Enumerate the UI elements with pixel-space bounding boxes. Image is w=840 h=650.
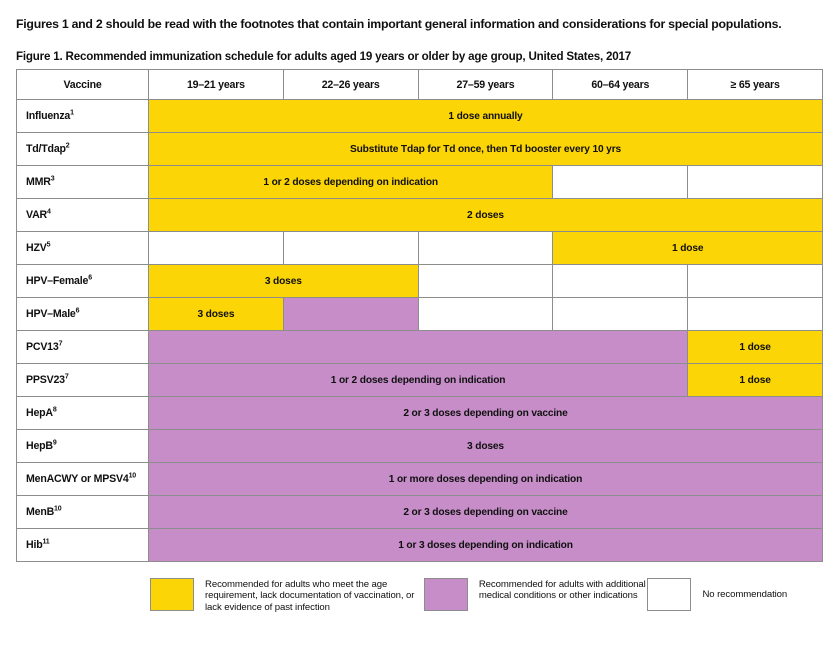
vaccine-label: HepA [26, 407, 53, 419]
vaccine-label: Influenza [26, 110, 71, 122]
column-header-age-group-2: 22–26 years [283, 70, 418, 100]
schedule-cell: Substitute Tdap for Td once, then Td booster every 10 yrs [149, 133, 823, 166]
vaccine-name-cell [17, 430, 149, 463]
legend-swatch-yellow [150, 578, 194, 611]
schedule-cell [688, 298, 823, 331]
legend-swatch-white [647, 578, 691, 611]
table-row [17, 133, 823, 166]
schedule-cell [283, 232, 418, 265]
schedule-cell: 1 dose [688, 364, 823, 397]
schedule-cell [283, 298, 418, 331]
table-body [17, 100, 823, 562]
table-header-row [17, 70, 823, 100]
legend-swatch-purple [424, 578, 468, 611]
schedule-cell [688, 265, 823, 298]
vaccine-label: Hib [26, 539, 43, 551]
schedule-cell [553, 298, 688, 331]
vaccine-name-cell [17, 133, 149, 166]
vaccine-name-cell [17, 100, 149, 133]
footnote-marker: 5 [46, 241, 51, 249]
footnote-marker: 9 [52, 439, 57, 447]
schedule-cell: 1 or more doses depending on indication [149, 463, 823, 496]
table-row [17, 463, 823, 496]
footnote-marker: 4 [46, 208, 51, 216]
table-row [17, 100, 823, 133]
table-header [17, 70, 823, 100]
vaccine-name-cell [17, 298, 149, 331]
vaccine-label: MMR [26, 176, 51, 188]
schedule-cell [418, 265, 553, 298]
table-row [17, 430, 823, 463]
table-row [17, 232, 823, 265]
schedule-cell: 3 doses [149, 430, 823, 463]
vaccine-label: MenACWY or MPSV4 [26, 473, 129, 485]
vaccine-label: HepB [26, 440, 53, 452]
column-header-age-group-5: ≥ 65 years [688, 70, 823, 100]
table-row [17, 199, 823, 232]
schedule-cell [149, 331, 688, 364]
schedule-cell: 2 or 3 doses depending on vaccine [149, 496, 823, 529]
schedule-cell: 2 doses [149, 199, 823, 232]
vaccine-label: HPV–Male [26, 308, 76, 320]
vaccine-label: PCV13 [26, 341, 59, 353]
table-row [17, 331, 823, 364]
footnote-marker: 7 [64, 373, 69, 381]
legend-label: No recommendation [702, 589, 788, 600]
legend-item [150, 578, 424, 613]
vaccine-name-cell [17, 232, 149, 265]
table-row [17, 298, 823, 331]
schedule-cell [149, 232, 284, 265]
table-row [17, 166, 823, 199]
footnote-marker: 2 [65, 142, 70, 150]
footnote-marker: 1 [70, 109, 74, 117]
vaccine-name-cell [17, 529, 149, 562]
footnote-marker: 11 [42, 538, 50, 546]
lead-note: Figures 1 and 2 should be read with the footnotes that contain important general information and considerations for special populations. [16, 17, 782, 31]
footnote-marker: 6 [88, 274, 92, 282]
schedule-cell [553, 265, 688, 298]
vaccine-name-cell [17, 166, 149, 199]
footnote-marker: 10 [54, 505, 62, 513]
immunization-schedule-table [16, 69, 823, 562]
footnote-marker: 10 [128, 472, 136, 480]
vaccine-label: MenB [26, 506, 55, 518]
vaccine-name-cell [17, 496, 149, 529]
column-header-age-group-3: 27–59 years [418, 70, 553, 100]
vaccine-label: HZV [26, 242, 47, 254]
schedule-cell: 1 dose annually [149, 100, 823, 133]
vaccine-label: Td/Tdap [26, 143, 66, 155]
vaccine-name-cell [17, 331, 149, 364]
legend-label: Recommended for adults who meet the age requirement, lack documentation of vaccination, or lack evidence of past infection [205, 579, 415, 613]
legend-item [424, 578, 648, 611]
schedule-cell: 1 or 2 doses depending on indication [149, 166, 553, 199]
figure-title: Figure 1. Recommended immunization schedule for adults aged 19 years or older by age group, United States, 2017 [16, 50, 631, 63]
schedule-cell [688, 166, 823, 199]
vaccine-name-cell [17, 265, 149, 298]
vaccine-name-cell [17, 199, 149, 232]
schedule-cell [418, 232, 553, 265]
schedule-cell [418, 298, 553, 331]
footnote-marker: 8 [52, 406, 57, 414]
legend [150, 578, 830, 613]
table-row [17, 529, 823, 562]
column-header-age-group-4: 60–64 years [553, 70, 688, 100]
footnote-marker: 3 [50, 175, 55, 183]
footnote-marker: 7 [58, 340, 63, 348]
schedule-cell: 1 or 2 doses depending on indication [149, 364, 688, 397]
schedule-cell: 1 dose [688, 331, 823, 364]
table-row [17, 397, 823, 430]
legend-label: Recommended for adults with additional medical conditions or other indications [478, 579, 646, 602]
vaccine-label: PPSV23 [26, 374, 65, 386]
schedule-cell: 1 or 3 doses depending on indication [149, 529, 823, 562]
schedule-cell: 2 or 3 doses depending on vaccine [149, 397, 823, 430]
schedule-cell: 1 dose [553, 232, 823, 265]
vaccine-label: VAR [26, 209, 47, 221]
vaccine-name-cell [17, 397, 149, 430]
vaccine-label: HPV–Female [26, 275, 89, 287]
schedule-cell: 3 doses [149, 298, 284, 331]
vaccine-name-cell [17, 463, 149, 496]
table-row [17, 265, 823, 298]
schedule-cell [553, 166, 688, 199]
vaccine-name-cell [17, 364, 149, 397]
table-row [17, 364, 823, 397]
table-row [17, 496, 823, 529]
legend-item [647, 578, 830, 611]
column-header-vaccine: Vaccine [17, 70, 149, 100]
footnote-marker: 6 [75, 307, 80, 315]
schedule-cell: 3 doses [149, 265, 419, 298]
column-header-age-group-1: 19–21 years [149, 70, 284, 100]
